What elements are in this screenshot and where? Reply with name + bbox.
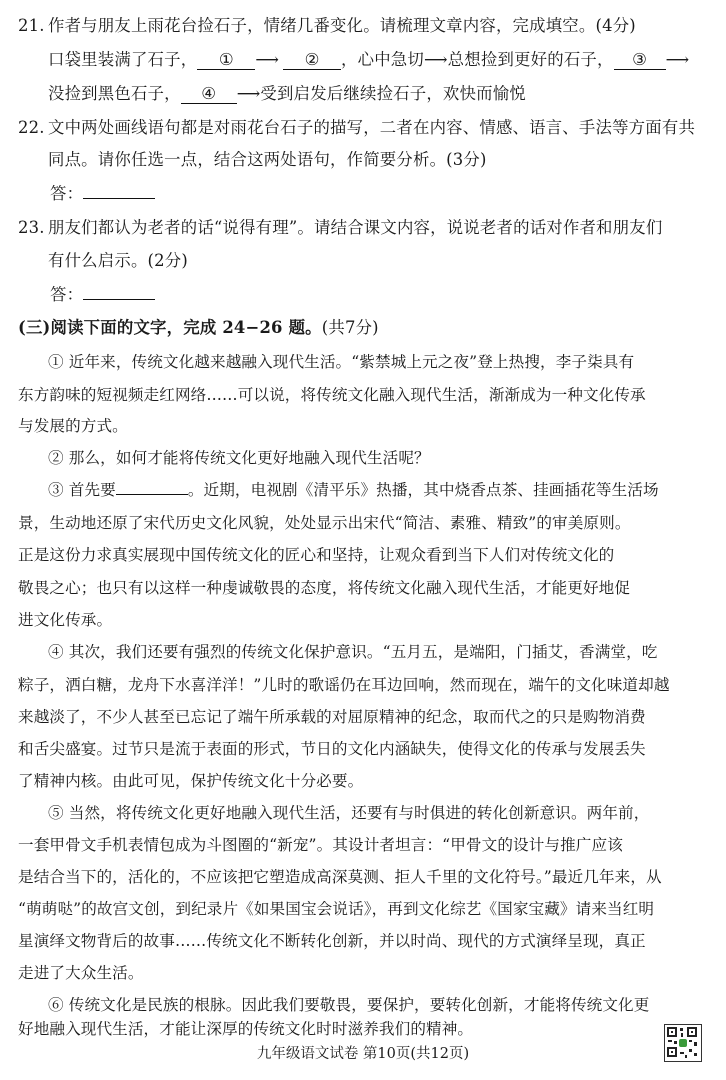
q22-stem-line2: 同点。请你任选一点，结合这两处语句，作简要分析。(3分): [48, 150, 487, 169]
para6-line1: ⑥ 传统文化是民族的根脉。因此我们要敬畏，要保护，要转化创新，才能将传统文化更: [48, 996, 650, 1014]
para5-line2: 一套甲骨文手机表情包成为斗图圈的“新宠”。其设计者坦言：“甲骨文的设计与推广应该: [18, 836, 623, 854]
section3-heading: [18, 318, 714, 338]
para2-line1: ② 那么，如何才能将传统文化更好地融入现代生活呢？: [48, 449, 430, 467]
para4-line2: 粽子，洒白糖，龙舟下水喜洋洋！”儿时的歌谣仍在耳边回响，然而现在，端午的文化味道却越: [18, 676, 670, 694]
q23-number: 23.: [18, 218, 45, 237]
para3-blank: [116, 480, 188, 495]
q22-stem-line1: 22. 文中两处画线语句都是对雨花台石子的描写，二者在内容、情感、语言、手法等方面有共: [18, 118, 696, 137]
q22-number: 22.: [18, 118, 45, 137]
para5-line1: ⑤ 当然，将传统文化更好地融入现代生活，还要有与时俱进的转化创新意识。两年前，: [48, 804, 650, 822]
para3-line3: 正是这份力求真实展现中国传统文化的匠心和坚持，让观众看到当下人们对传统文化的: [18, 546, 615, 564]
q21-fill-line2: 没捡到黑色石子， ④ ⟶受到启发后继续捡石子，欢快而愉悦: [48, 84, 526, 103]
qr-code-icon: [664, 1024, 702, 1062]
para4-line4: 和舌尖盛宴。过节只是流于表面的形式，节日的文化内涵缺失，使得文化的传承与发展丢失: [18, 740, 646, 758]
q23-answer-line: [83, 285, 155, 300]
q22-answer: 答：: [50, 184, 726, 204]
q21-fill-line1: 口袋里装满了石子， ① ⟶ ② ，心中急切⟶总想捡到更好的石子， ③ ⟶: [48, 50, 690, 69]
para3-line4: 敬畏之心；也只有以这样一种虔诚敬畏的态度，将传统文化融入现代生活，才能更好地促: [18, 579, 631, 597]
section3-title: (三)阅读下面的文字，完成 24−26 题。: [18, 318, 322, 337]
q23-answer: 答：: [50, 285, 726, 305]
para3-line1: ③ 首先要 。近期，电视剧《清平乐》热播，其中烧香点茶、挂画插花等生活场: [48, 481, 659, 499]
q21-number: 21.: [18, 16, 45, 35]
para1-line1: ① 近年来，传统文化越来越融入现代生活。“紫禁城上元之夜”登上热搜，李子柒具有: [48, 353, 635, 371]
page-footer: 九年级语文试卷 第10页(共12页): [256, 1046, 470, 1062]
para1-line2: 东方韵味的短视频走红网络……可以说，将传统文化融入现代生活，渐渐成为一种文化传承: [18, 386, 646, 404]
para5-line3: 是结合当下的，活化的，不应该把它塑造成高深莫测、拒人千里的文化符号。”最近几年来，从: [18, 868, 662, 886]
section3-score: (共7分): [321, 318, 379, 337]
q21-blank-3: ③: [614, 51, 666, 70]
q21-blank-4: ④: [181, 85, 237, 104]
para5-line5: 星演绎文物背后的故事……传统文化不断转化创新，并以时尚、现代的方式演绎呈现，真正: [18, 932, 646, 950]
para4-line5: 了精神内核。由此可见，保护传统文化十分必要。: [18, 772, 364, 790]
para5-line4: “萌萌哒”的故宫文创，到纪录片《如果国宝会说话》，再到文化综艺《国家宝藏》请来当红明: [18, 900, 655, 918]
para5-line6: 走进了大众生活。: [18, 964, 144, 982]
para1-line3: 与发展的方式。: [18, 417, 128, 435]
para4-line3: 来越淡了，不少人甚至已忘记了端午所承载的对屈原精神的纪念，取而代之的只是购物消费: [18, 708, 646, 726]
q21-blank-1: ①: [197, 51, 255, 70]
q23-stem-line2: 有什么启示。(2分): [48, 251, 188, 270]
q21-stem: 21. 作者与朋友上雨花台捡石子，情绪几番变化。请梳理文章内容，完成填空。(4分): [18, 16, 636, 35]
q22-answer-line: [83, 184, 155, 199]
para6-line2: 好地融入现代生活，才能让深厚的传统文化时时滋养我们的精神。: [18, 1020, 474, 1038]
q23-stem-line1: 23. 朋友们都认为老者的话“说得有理”。请结合课文内容，说说老者的话对作者和朋友们: [18, 218, 663, 237]
para3-line5: 进文化传承。: [18, 611, 113, 629]
para3-line2: 景，生动地还原了宋代历史文化风貌，处处显示出宋代“简洁、素雅、精致”的审美原则。: [18, 514, 631, 532]
para4-line1: ④ 其次，我们还要有强烈的传统文化保护意识。“五月五，是端阳，门插艾，香满堂，吃: [48, 643, 658, 661]
q21-blank-2: ②: [283, 51, 341, 70]
